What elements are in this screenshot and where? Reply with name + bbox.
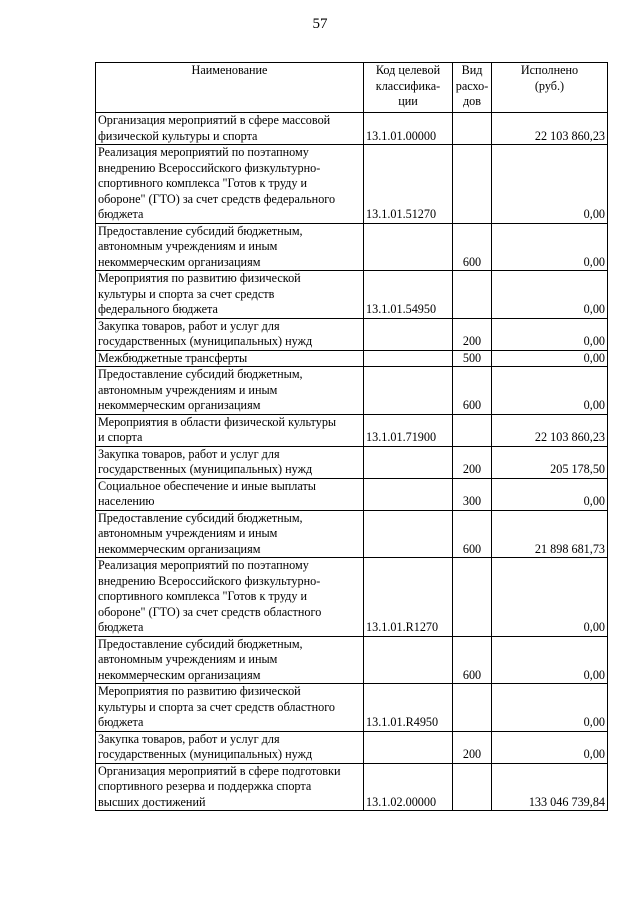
row-sum-cell: 0,00 <box>492 558 608 637</box>
row-name-cell <box>96 271 364 319</box>
row-code-cell: 13.1.01.R1270 <box>364 558 453 637</box>
row-type-cell: 600 <box>453 223 492 271</box>
row-name-cell <box>96 367 364 415</box>
row-name-line: Мероприятия в области физической культуры <box>98 414 337 429</box>
row-name-line: федерального бюджета <box>98 302 218 316</box>
header-name: Наименование <box>96 63 364 113</box>
table-row <box>96 636 608 684</box>
row-name-line: Межбюджетные трансферты <box>98 350 248 365</box>
row-code-cell: 13.1.01.R4950 <box>364 684 453 732</box>
row-type-cell <box>453 684 492 732</box>
row-code-cell <box>364 350 453 367</box>
row-name-cell <box>96 731 364 763</box>
row-code-cell <box>364 318 453 350</box>
table-row <box>96 763 608 811</box>
row-code-cell <box>364 636 453 684</box>
row-name-cell <box>96 350 364 367</box>
row-name-line: некоммерческим организациям <box>98 398 261 412</box>
row-name-cell <box>96 446 364 478</box>
row-sum-cell: 0,00 <box>492 478 608 510</box>
row-code-cell: 13.1.01.00000 <box>364 113 453 145</box>
row-name-line: государственных (муниципальных) нужд <box>98 334 313 348</box>
row-name-line: автономным учреждениям и иным <box>98 652 278 666</box>
row-sum-cell: 0,00 <box>492 636 608 684</box>
table-row <box>96 145 608 224</box>
table-row <box>96 350 608 367</box>
row-code-cell <box>364 478 453 510</box>
row-name-line: спортивного комплекса "Готов к труду и <box>98 589 308 603</box>
row-name-line: Закупка товаров, работ и услуг для <box>98 446 280 461</box>
header-sum <box>492 63 608 113</box>
row-sum-cell: 21 898 681,73 <box>492 510 608 558</box>
header-sum-line: (руб.) <box>534 78 565 93</box>
row-code-cell <box>364 223 453 271</box>
row-name-line: Предоставление субсидий бюджетным, <box>98 223 303 238</box>
row-name-line: высших достижений <box>98 794 206 809</box>
row-name-line: спортивного комплекса "Готов к труду и <box>98 176 308 190</box>
row-name-line: Закупка товаров, работ и услуг для <box>98 731 280 746</box>
row-name-line: Мероприятия по развитию физической <box>98 684 301 698</box>
row-name-cell <box>96 510 364 558</box>
row-name-cell <box>96 145 364 224</box>
row-type-cell: 200 <box>453 318 492 350</box>
table-row <box>96 684 608 732</box>
row-name-cell <box>96 223 364 271</box>
row-name-line: Предоставление субсидий бюджетным, <box>98 510 303 525</box>
table-row <box>96 223 608 271</box>
row-sum-cell: 133 046 739,84 <box>492 763 608 811</box>
row-sum-cell: 0,00 <box>492 350 608 367</box>
row-type-cell <box>453 414 492 446</box>
table-row <box>96 113 608 145</box>
row-sum-cell: 0,00 <box>492 731 608 763</box>
header-type-line: дов <box>462 94 482 108</box>
row-name-line: государственных (муниципальных) нужд <box>98 747 313 761</box>
row-name-line: автономным учреждениям и иным <box>98 382 278 397</box>
row-type-cell: 300 <box>453 478 492 510</box>
row-name-line: бюджета <box>98 620 144 634</box>
header-sum-line: Исполнено <box>520 63 579 77</box>
row-type-cell: 500 <box>453 350 492 367</box>
row-sum-cell: 0,00 <box>492 684 608 732</box>
table-row <box>96 446 608 478</box>
row-name-line: бюджета <box>98 207 144 221</box>
row-type-cell: 600 <box>453 367 492 415</box>
row-type-cell: 200 <box>453 731 492 763</box>
row-name-line: Реализация мероприятий по поэтапному <box>98 558 309 572</box>
row-sum-cell: 22 103 860,23 <box>492 113 608 145</box>
row-name-line: Предоставление субсидий бюджетным, <box>98 367 303 381</box>
budget-execution-table <box>95 62 608 811</box>
row-name-line: обороне" (ГТО) за счет средств федерального <box>98 191 336 206</box>
row-name-line: некоммерческим организациям <box>98 541 261 556</box>
header-code-line: Код целевой <box>375 63 441 77</box>
row-code-cell: 13.1.02.00000 <box>364 763 453 811</box>
row-sum-cell: 0,00 <box>492 271 608 319</box>
row-name-line: Организация мероприятий в сфере массовой <box>98 113 331 127</box>
row-sum-cell: 0,00 <box>492 318 608 350</box>
row-name-line: некоммерческим организациям <box>98 254 261 269</box>
row-code-cell: 13.1.01.71900 <box>364 414 453 446</box>
row-code-cell <box>364 446 453 478</box>
row-name-line: внедрению Всероссийского физкультурно- <box>98 160 321 175</box>
row-name-cell <box>96 558 364 637</box>
row-name-line: бюджета <box>98 715 144 729</box>
row-name-cell <box>96 414 364 446</box>
header-type-line: Вид <box>461 63 483 77</box>
table-row <box>96 318 608 350</box>
row-name-line: автономным учреждениям и иным <box>98 526 278 540</box>
table-row <box>96 510 608 558</box>
row-name-line: автономным учреждениям и иным <box>98 239 278 253</box>
row-type-cell <box>453 113 492 145</box>
row-name-cell <box>96 478 364 510</box>
row-name-cell <box>96 684 364 732</box>
row-name-line: Мероприятия по развитию физической <box>98 271 301 285</box>
table-body <box>96 113 608 811</box>
header-code <box>364 63 453 113</box>
header-type-line: расхо- <box>455 78 489 93</box>
row-code-cell <box>364 731 453 763</box>
row-name-line: Реализация мероприятий по поэтапному <box>98 145 309 159</box>
row-type-cell: 600 <box>453 510 492 558</box>
row-name-line: спортивного резерва и поддержка спорта <box>98 779 312 793</box>
table-row <box>96 271 608 319</box>
header-code-line: классифика- <box>375 78 441 93</box>
row-name-line: Социальное обеспечение и иные выплаты <box>98 478 316 493</box>
row-name-cell <box>96 636 364 684</box>
row-name-line: Организация мероприятий в сфере подготовки <box>98 763 341 778</box>
row-name-cell <box>96 763 364 811</box>
row-code-cell: 13.1.01.51270 <box>364 145 453 224</box>
row-name-line: культуры и спорта за счет средств областного <box>98 699 335 714</box>
row-name-cell <box>96 113 364 145</box>
row-sum-cell: 205 178,50 <box>492 446 608 478</box>
row-type-cell <box>453 558 492 637</box>
table-row <box>96 478 608 510</box>
row-name-line: Закупка товаров, работ и услуг для <box>98 318 280 333</box>
row-name-line: обороне" (ГТО) за счет средств областного <box>98 604 322 619</box>
row-code-cell <box>364 510 453 558</box>
row-sum-cell: 0,00 <box>492 367 608 415</box>
row-name-line: Предоставление субсидий бюджетным, <box>98 636 303 651</box>
row-sum-cell: 0,00 <box>492 223 608 271</box>
table-row <box>96 731 608 763</box>
row-name-line: внедрению Всероссийского физкультурно- <box>98 573 321 588</box>
row-name-line: физической культуры и спорта <box>98 128 258 143</box>
row-sum-cell: 0,00 <box>492 145 608 224</box>
row-sum-cell: 22 103 860,23 <box>492 414 608 446</box>
page-number: 57 <box>312 16 328 32</box>
header-type <box>453 63 492 113</box>
row-name-line: государственных (муниципальных) нужд <box>98 462 313 476</box>
row-type-cell: 600 <box>453 636 492 684</box>
row-code-cell <box>364 367 453 415</box>
row-name-cell <box>96 318 364 350</box>
row-name-line: и спорта <box>98 430 143 444</box>
table-header-row <box>96 63 608 113</box>
table-row <box>96 414 608 446</box>
row-type-cell <box>453 763 492 811</box>
row-type-cell: 200 <box>453 446 492 478</box>
row-type-cell <box>453 145 492 224</box>
row-code-cell: 13.1.01.54950 <box>364 271 453 319</box>
header-code-line: ции <box>398 94 418 108</box>
row-name-line: некоммерческим организациям <box>98 667 261 682</box>
table-row <box>96 367 608 415</box>
row-name-line: населению <box>98 494 155 508</box>
table-row <box>96 558 608 637</box>
row-name-line: культуры и спорта за счет средств <box>98 286 275 301</box>
row-type-cell <box>453 271 492 319</box>
